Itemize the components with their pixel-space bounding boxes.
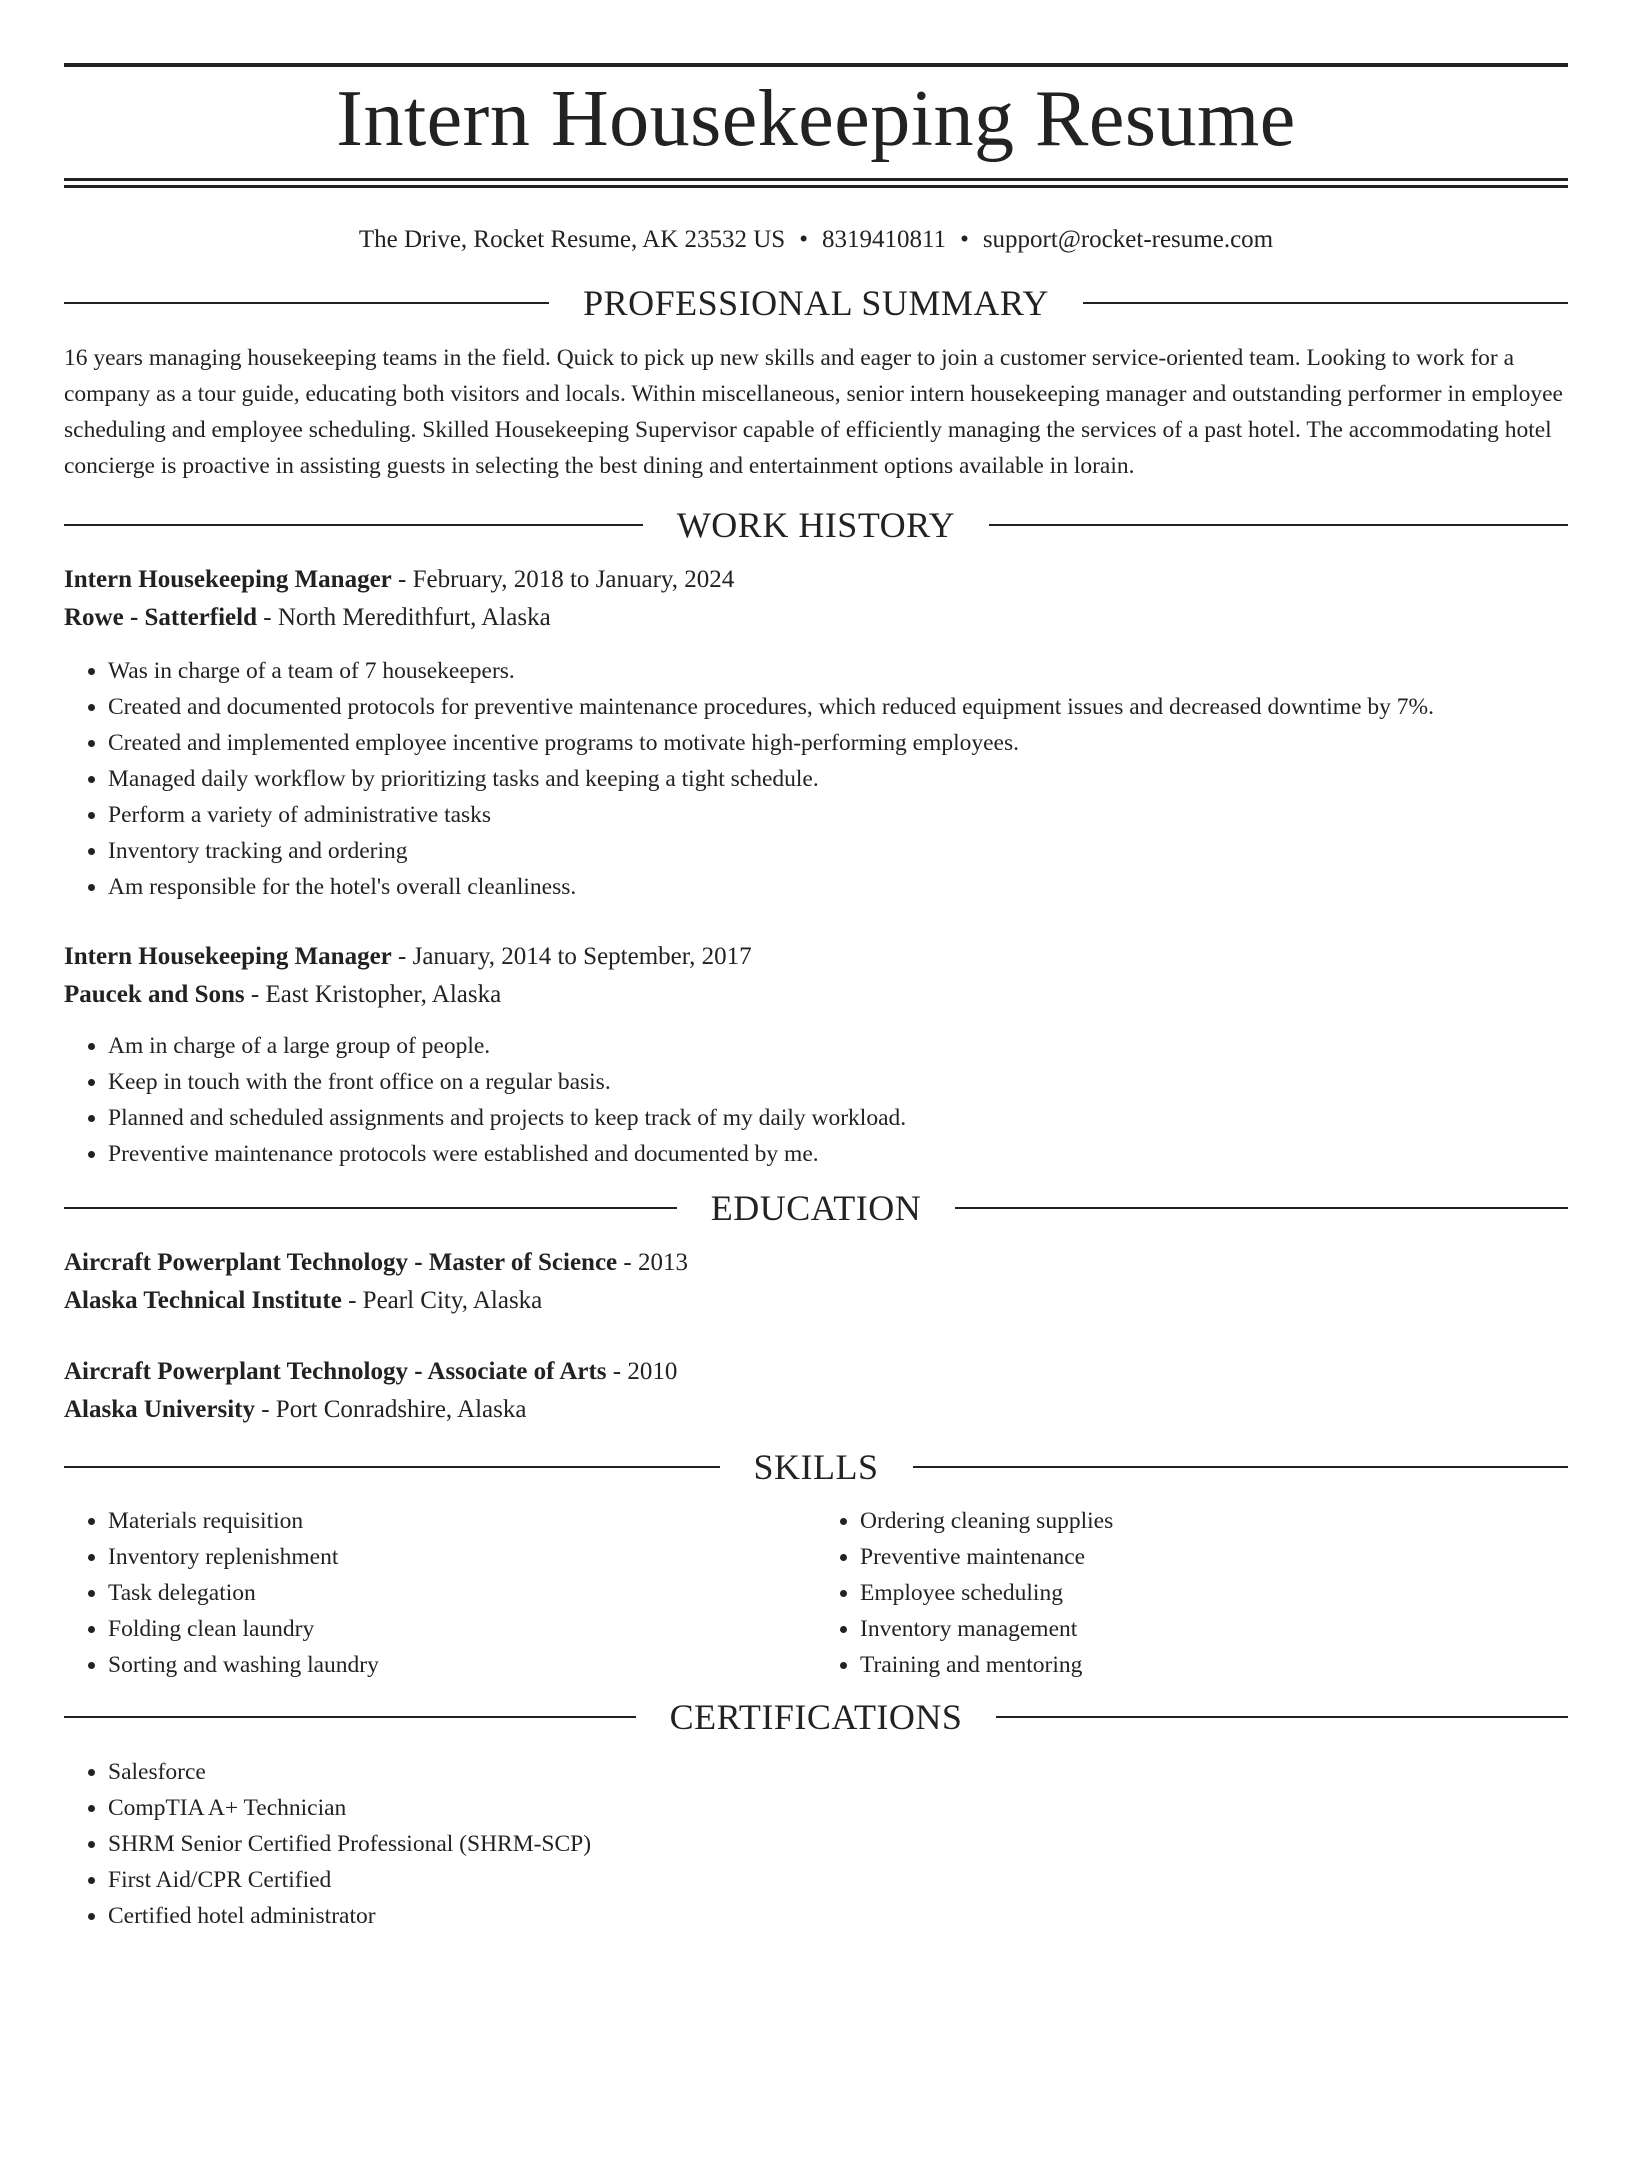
job-company-line — [64, 976, 1568, 1014]
education-entry — [64, 1244, 1568, 1320]
skill-item: • Ordering cleaning supplies — [860, 1503, 1568, 1539]
job-dates: - January, 2014 to September, 2017 — [391, 943, 752, 970]
job-company-line — [64, 599, 1568, 637]
education-year: - 2013 — [617, 1249, 688, 1276]
header-double-rule — [64, 178, 1568, 188]
education-location: - Pearl City, Alaska — [341, 1287, 543, 1314]
education-degree-line — [64, 1353, 1568, 1391]
certifications-heading-label: CERTIFICATIONS — [669, 1697, 963, 1737]
skill-item: • Preventive maintenance — [860, 1539, 1568, 1575]
job-entry — [64, 561, 1568, 905]
skills-heading — [64, 1445, 1568, 1489]
summary-heading-label: PROFESSIONAL SUMMARY — [583, 283, 1049, 323]
heading-rule-right — [955, 1207, 1568, 1209]
job-bullet: • Managed daily workflow by prioritizing tasks and keeping a tight schedule. — [108, 761, 1568, 797]
job-bullet: • Created and documented protocols for preventive maintenance procedures, which reduced equipment issues and decreased downtime by 7%. — [108, 689, 1568, 725]
education-degree-line — [64, 1244, 1568, 1282]
heading-rule-left — [64, 1716, 636, 1718]
work-history-heading-label: WORK HISTORY — [676, 505, 956, 545]
job-bullet: • Was in charge of a team of 7 housekeepers. — [108, 653, 1568, 689]
job-title: Intern Housekeeping Manager — [64, 566, 392, 593]
skills-column-right — [816, 1503, 1568, 1683]
job-company: Paucek and Sons — [64, 981, 245, 1008]
summary-text: 16 years managing housekeeping teams in the field. Quick to pick up new skills and eager to join a customer service-oriented team. Looking to work for a company as a tour guide, educating both visitors and locals. Within miscellaneous, senior intern housekeeping manager and outstanding performer in employee scheduling and employee scheduling. Skilled Housekeeping Supervisor capable of efficiently managing the services of a past hotel. The accommodating hotel concierge is proactive in assisting guests in selecting the best dining and entertainment options available in lorain. — [64, 345, 1563, 479]
certification-item: • First Aid/CPR Certified — [108, 1862, 1568, 1898]
skills-list — [64, 1503, 1568, 1683]
contact-email: support@rocket-resume.com — [982, 226, 1274, 253]
heading-rule-right — [989, 524, 1568, 526]
education-entry — [64, 1353, 1568, 1429]
heading-rule-left — [64, 1466, 720, 1468]
heading-rule-left — [64, 1207, 677, 1209]
job-location: - East Kristopher, Alaska — [244, 981, 502, 1008]
contact-address: The Drive, Rocket Resume, AK 23532 US — [358, 226, 786, 253]
education-school: Alaska University — [64, 1396, 255, 1423]
education-year: - 2010 — [606, 1358, 678, 1385]
education-school-line — [64, 1391, 1568, 1429]
skill-item: • Inventory management — [860, 1611, 1568, 1647]
certifications-list — [64, 1754, 1568, 1934]
heading-rule-left — [64, 524, 643, 526]
heading-rule-right — [996, 1716, 1568, 1718]
job-bullet: • Inventory tracking and ordering — [108, 833, 1568, 869]
skill-item: • Inventory replenishment — [108, 1539, 816, 1575]
job-bullet: • Perform a variety of administrative tasks — [108, 797, 1568, 833]
skills-heading-label: SKILLS — [753, 1447, 879, 1487]
job-bullets — [64, 653, 1568, 905]
job-bullet: • Preventive maintenance protocols were established and documented by me. — [108, 1136, 1568, 1172]
resume-title: Intern Housekeeping Resume — [336, 75, 1296, 163]
summary-heading — [64, 281, 1568, 325]
skill-item: • Task delegation — [108, 1575, 816, 1611]
job-bullet: • Am responsible for the hotel's overall cleanliness. — [108, 869, 1568, 905]
contact-separator: • — [799, 226, 808, 253]
education-heading — [64, 1186, 1568, 1230]
job-company: Rowe - Satterfield — [64, 604, 257, 631]
education-degree: Aircraft Powerplant Technology - Master of Science — [64, 1249, 618, 1276]
job-entry — [64, 938, 1568, 1172]
education-school: Alaska Technical Institute — [64, 1287, 342, 1314]
skill-item: • Sorting and washing laundry — [108, 1647, 816, 1683]
certification-item: • SHRM Senior Certified Professional (SHRM-SCP) — [108, 1826, 1568, 1862]
education-location: - Port Conradshire, Alaska — [254, 1396, 527, 1423]
heading-rule-right — [1083, 302, 1568, 304]
contact-line — [64, 225, 1568, 255]
contact-phone: 8319410811 — [821, 226, 947, 253]
job-title-line — [64, 938, 1568, 976]
heading-rule-right — [913, 1466, 1569, 1468]
education-school-line — [64, 1282, 1568, 1320]
certification-item: • Salesforce — [108, 1754, 1568, 1790]
job-bullet: • Created and implemented employee incentive programs to motivate high-performing employees. — [108, 725, 1568, 761]
skill-item: • Materials requisition — [108, 1503, 816, 1539]
resume-page — [0, 63, 1632, 2175]
skill-item: • Training and mentoring — [860, 1647, 1568, 1683]
certifications-heading — [64, 1695, 1568, 1739]
heading-rule-left — [64, 302, 549, 304]
skill-item: • Employee scheduling — [860, 1575, 1568, 1611]
job-bullet: • Keep in touch with the front office on a regular basis. — [108, 1064, 1568, 1100]
job-location: - North Meredithfurt, Alaska — [257, 604, 551, 631]
education-heading-label: EDUCATION — [710, 1188, 922, 1228]
job-dates: - February, 2018 to January, 2024 — [391, 566, 735, 593]
job-title: Intern Housekeeping Manager — [64, 943, 392, 970]
work-history-heading — [64, 503, 1568, 547]
job-bullet: • Am in charge of a large group of people. — [108, 1028, 1568, 1064]
education-degree: Aircraft Powerplant Technology - Associate of Arts — [64, 1358, 607, 1385]
job-title-line — [64, 561, 1568, 599]
job-bullet: • Planned and scheduled assignments and projects to keep track of my daily workload. — [108, 1100, 1568, 1136]
skill-item: • Folding clean laundry — [108, 1611, 816, 1647]
job-bullets — [64, 1028, 1568, 1172]
certification-item: • CompTIA A+ Technician — [108, 1790, 1568, 1826]
certification-item: • Certified hotel administrator — [108, 1898, 1568, 1934]
skills-column-left — [64, 1503, 816, 1683]
contact-separator: • — [960, 226, 969, 253]
